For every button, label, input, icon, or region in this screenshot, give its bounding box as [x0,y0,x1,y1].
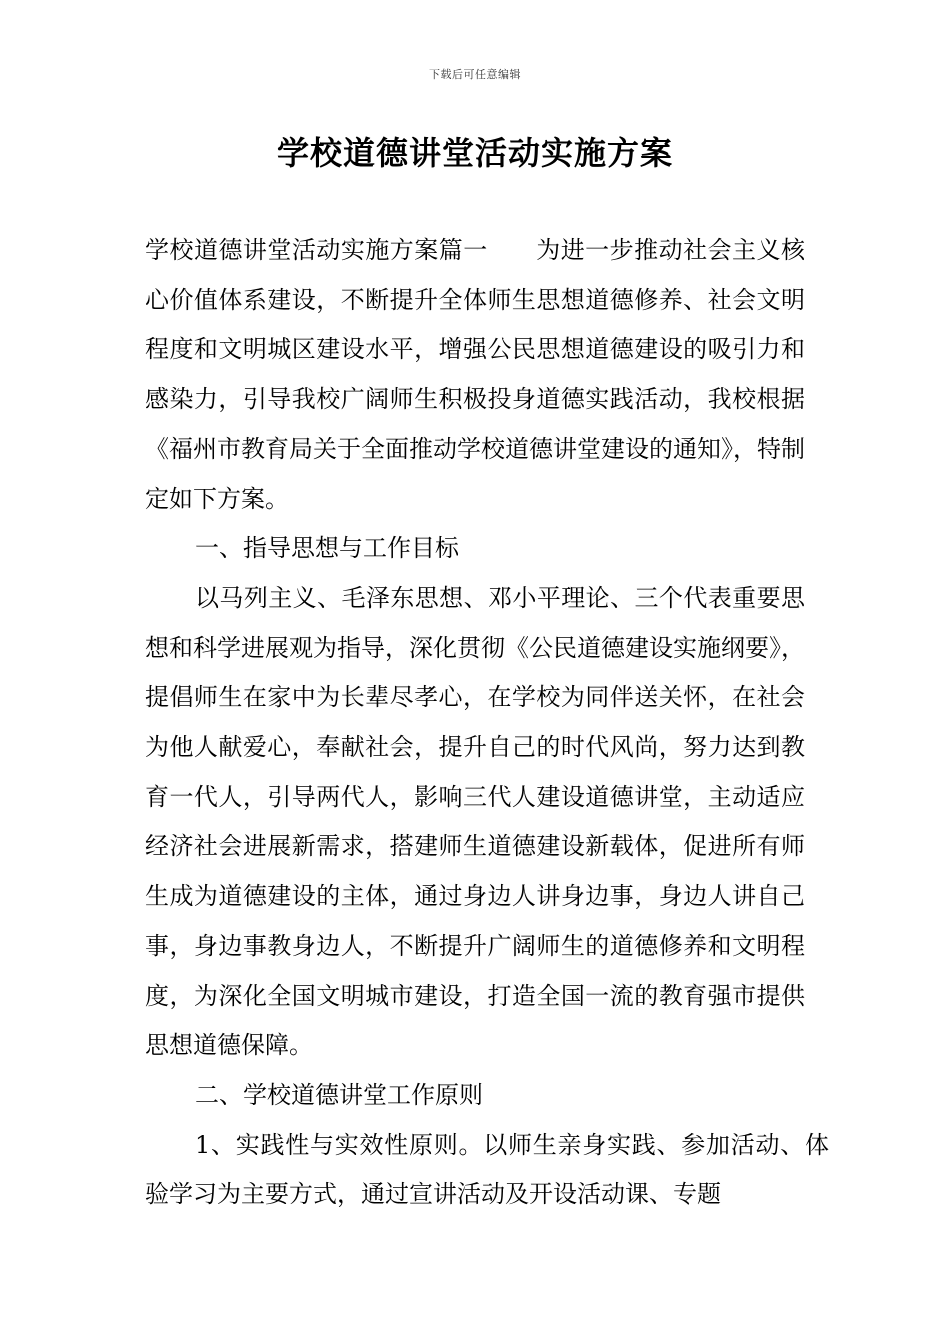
paragraph-principle-1: 1、实践性与实效性原则。以师生亲身实践、参加活动、体验学习为主要方式，通过宣讲活动及开设活动课、专题 [145,1130,829,1209]
header-note: 下载后可任意编辑 [429,68,521,81]
document-body [145,226,829,1220]
section-heading-2: 二、学校道德讲堂工作原则 [195,1080,483,1109]
document-title: 学校道德讲堂活动实施方案 [276,134,673,172]
paragraph-guiding-ideology: 以马列主义、毛泽东思想、邓小平理论、三个代表重要思想和科学进展观为指导，深化贯彻《公民道德建设实施纲要》，提倡师生在家中为长辈尽孝心，在学校为同伴送关怀，在社会为他人献爱心，奉献社会，提升自己的时代风尚，努力达到教育一代人，引导两代人，影响三代人建设道德讲堂，主动适应经济社会进展新需求，搭建师生道德建设新载体，促进所有师生成为道德建设的主体，通过身边人讲身边事，身边人讲自己事，身边事教身边人，不断提升广阔师生的道德修养和文明程度，为深化全国文明城市建设，打造全国一流的教育强市提供思想道德保障。 [145,583,805,1060]
section-heading-1: 一、指导思想与工作目标 [195,534,459,563]
paragraph-intro [145,226,805,524]
paragraph-intro-text: 为进一步推动社会主义核心价值体系建设，不断提升全体师生思想道德修养、社会文明程度和文明城区建设水平，增强公民思想道德建设的吸引力和感染力，引导我校广阔师生积极投身道德实践活动，我校根据《福州市教育局关于全面推动学校道德讲堂建设的通知》，特制定如下方案。 [145,236,806,513]
paragraph-intro-lead: 学校道德讲堂活动实施方案篇一 [145,236,488,264]
